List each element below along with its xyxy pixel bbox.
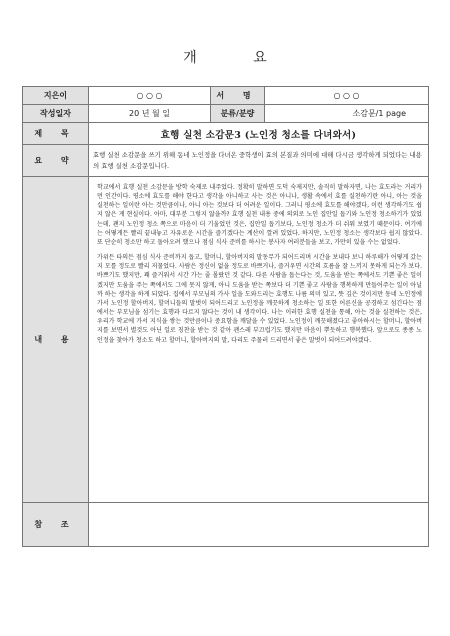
summary-text: 효행 실천 소감문을 쓰기 위해 동네 노인정을 다녀온 중학생이 효의 본질과 의미에 대해 다시금 생각하게 되었다는 내용의 효행 실천 소감문입니다. bbox=[89, 145, 429, 177]
content-paragraph-1: 학교에서 효행 실천 소감문을 방학 숙제로 내주었다. 정확히 말하면 도덕 숙제지만, 솔직히 말하자면, 나는 효도라는 거리가 먼 인간이다. 평소에 효도를 해야 한다고 생각을 아니하고 사는 것은 아니나, 생활 속에서 효를 실천하기란 아니, 아는 것을 실천하는 일이란 아는 것만큼이나, 아니 아는 것보다 더 어려운 일이다. 그러니 평소에 효도를 해야겠다, 이런 생각하기도 쉽지 않은 게 현실이다. 아마, 대부분 그렇지 않을까? 효행 실천 내용 중에 의외로 노인 집안일 돕기와 노인정 청소하기가 있었는데, 괜지 노인정 청소 쪽으로 마음이 더 기울었던 것은, 집안일 돕기보다, 노인정 청소가 더 쉬워 보였기 때문이다. 여기에는 어떻게든 빨리 끝내놓고 자유로운 시간을 즐기겠다는 계산이 깔려 있었다. 하지만, 노인정 청소는 생각보다 쉽지 않았다. 또 단순히 청소만 하고 돌아오려 했으나 점심 식사 준비를 하시는 봉사자 여러분들을 보고, 가만히 있을 수는 없었다. bbox=[97, 184, 422, 246]
subject-row bbox=[23, 123, 429, 145]
content-body bbox=[89, 177, 429, 503]
summary-row bbox=[23, 145, 429, 177]
book-name-value: ○ ○ ○ bbox=[265, 87, 429, 105]
content-label: 내 용 bbox=[23, 177, 89, 503]
author-row bbox=[23, 87, 429, 105]
category-label: 분류/분량 bbox=[211, 105, 265, 123]
book-name-label: 서 명 bbox=[211, 87, 265, 105]
reference-row bbox=[23, 503, 429, 547]
date-label: 작성일자 bbox=[23, 105, 89, 123]
author-label: 지은이 bbox=[23, 87, 89, 105]
content-paragraph-2: 가위든 타의든 점심 식사 준비까지 돕고, 할머니, 할아버지의 말동무가 되어드리며 시간을 보내다 보니 하루해가 어떻게 갔는지 모를 정도로 빨리 저물었다. 사람은 정신이 없을 정도로 바쁘거나, 즐거우면 시간의 흐름을 잘 느끼지 못하게 되는가 보다. 바쁘기도 했지만, 꽤 즐거워서 시간 가는 줄 몰랐던 것 같다. 다른 사람을 돕는다는 것, 도움을 받는 쪽에서도 기쁜 좋은 일이겠지만 도움을 주는 쪽에서도 그에 못지 않게, 아니 도움을 받는 쪽보다 더 기쁜 좋고 사람을 행복하게 만들어주는 일이 아닐까 하는 생각을 하게 되었다. 집에서 부모님의 가사 일을 도와드리는 효행도 나름 의미 있고, 뜻 깊은 것이지만 동네 노인정에 가서 노인정 할아버지, 할머니들의 말벗이 되어드리고 노인정을 깨끗하게 청소하는 일 또한 어른신을 공경하고 섬긴다는 점에서는 부모님을 섬기는 효행과 다르지 않다는 것이 내 생각이다. 나는 이러한 효행 실천을 통해, 아는 것을 실천하는 것은, 우리가 학교에 가서 지식을 쌓는 것만큼이나 중요함을 깨달을 수 있었다. 노인정이 깨끗해졌다고 좋아하시는 할머니, 할아버지를 보면서 별것도 아닌 일로 칭찬을 받는 것 같아 괜스레 부끄럽기도 했지만 마음이 뿌듯하고 행복했다. 앞으로도 종종 노인정을 찾아가 청소도 하고 할머니, 할아버지의 말, 다리도 주물러 드리면서 좋은 말벗이 되어드려야겠다. bbox=[97, 254, 422, 344]
author-value: ○ ○ ○ bbox=[89, 87, 211, 105]
document-title: 개 요 bbox=[183, 50, 293, 66]
content-row bbox=[23, 177, 429, 503]
subject-value: 효행 실천 소감문3 (노인정 청소를 다녀와서) bbox=[89, 123, 429, 145]
summary-label: 요 약 bbox=[23, 145, 89, 177]
summary-form-table bbox=[22, 86, 429, 547]
date-row bbox=[23, 105, 429, 123]
subject-label: 제 목 bbox=[23, 123, 89, 145]
reference-label: 참 조 bbox=[23, 503, 89, 547]
reference-value bbox=[89, 503, 429, 547]
category-value: 소감문/1 page bbox=[265, 105, 429, 123]
date-value: 20 년 월 일 bbox=[89, 105, 211, 123]
